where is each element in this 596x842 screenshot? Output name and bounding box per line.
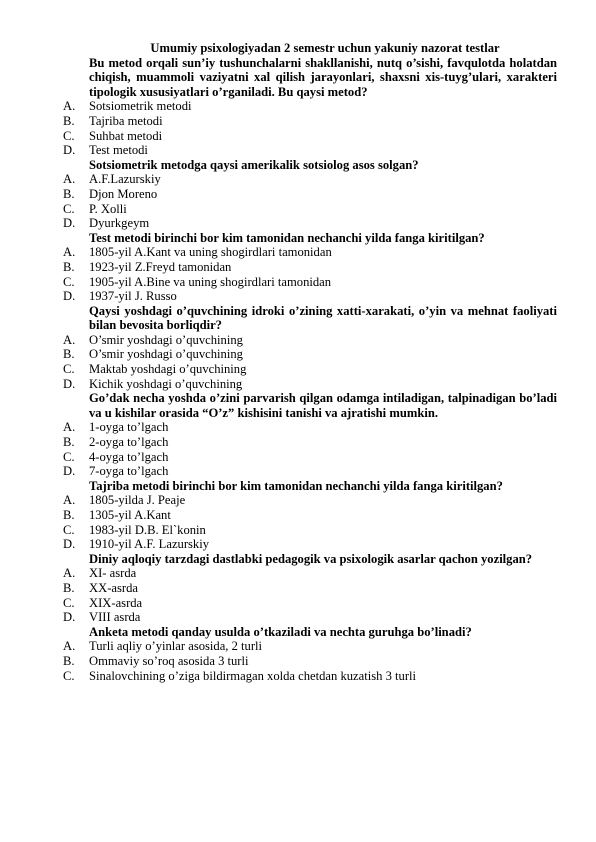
option-text: 7-oyga to’lgach <box>89 464 169 479</box>
option-letter: A. <box>63 566 76 581</box>
option-text: 1910-yil A.F. Lazurskiy <box>89 537 210 552</box>
answer-option <box>63 172 557 187</box>
option-text: Dyurkgeym <box>89 216 150 231</box>
answer-option <box>63 202 557 217</box>
option-letter: B. <box>63 435 75 450</box>
option-letter: D. <box>63 610 76 625</box>
option-text: XX-asrda <box>89 580 138 595</box>
test-document <box>63 41 557 683</box>
option-text: Turli aqliy o’yinlar asosida, 2 turli <box>89 639 263 654</box>
option-text: O’smir yoshdagi o’quvchining <box>89 332 243 347</box>
option-text: 1805-yilda J. Peaje <box>89 493 186 508</box>
answer-option <box>63 450 557 465</box>
question-block <box>63 479 557 552</box>
option-text: Sotsiometrik metodi <box>89 99 192 114</box>
option-text: Maktab yoshdagi o’quvchining <box>89 362 247 377</box>
option-letter: C. <box>63 274 75 289</box>
option-letter: C. <box>63 362 75 377</box>
option-letter: D. <box>63 537 76 552</box>
answer-option <box>63 464 557 479</box>
option-letter: C. <box>63 668 75 683</box>
answer-option <box>63 260 557 275</box>
option-letter: C. <box>63 128 75 143</box>
option-text: 4-oyga to’lgach <box>89 449 169 464</box>
answer-option <box>63 610 557 625</box>
option-letter: C. <box>63 201 75 216</box>
option-text: XI- asrda <box>89 566 137 581</box>
question-text: Test metodi birinchi bor kim tamonidan nechanchi yilda fanga kiritilgan? <box>89 230 485 245</box>
option-text: O’smir yoshdagi o’quvchining <box>89 347 243 362</box>
question-text: Diniy aqloqiy tarzdagi dastlabki pedagogik va psixologik asarlar qachon yozilgan? <box>89 551 533 566</box>
answer-option <box>63 493 557 508</box>
answer-option <box>63 420 557 435</box>
option-letter: B. <box>63 653 75 668</box>
answer-option <box>63 129 557 144</box>
option-letter: B. <box>63 347 75 362</box>
option-letter: B. <box>63 580 75 595</box>
document-title: Umumiy psixologiyadan 2 semestr uchun yakuniy nazorat testlar <box>150 41 500 55</box>
option-letter: A. <box>63 639 76 654</box>
answer-option <box>63 508 557 523</box>
option-text: A.F.Lazurskiy <box>89 172 161 187</box>
question-list <box>63 56 557 684</box>
option-text: Kichik yoshdagi o’quvchining <box>89 376 243 391</box>
option-letter: C. <box>63 595 75 610</box>
answer-option <box>63 333 557 348</box>
option-letter: A. <box>63 332 76 347</box>
option-letter: B. <box>63 113 75 128</box>
option-letter: A. <box>63 420 76 435</box>
answer-option <box>63 654 557 669</box>
answer-option <box>63 347 557 362</box>
option-letter: B. <box>63 186 75 201</box>
option-text: 1983-yil D.B. El`konin <box>89 522 206 537</box>
answer-option <box>63 537 557 552</box>
question-text: Go’dak necha yoshda o’zini parvarish qilgan odamga intiladigan, talpinadigan bo’ladi va u kishilar orasida “O’z” kishisini tanishi va ajratishi mumkin. <box>89 391 557 420</box>
option-text: 2-oyga to’lgach <box>89 435 169 450</box>
option-text: 1805-yil A.Kant va uning shogirdlari tamonidan <box>89 245 332 260</box>
question-text: Qaysi yoshdagi o’quvchining idroki o’zining xatti-xarakati, o’yin va mehnat faoliyati bilan bevosita borliqdir? <box>89 303 557 333</box>
answer-option <box>63 289 557 304</box>
option-letter: A. <box>63 493 76 508</box>
question-text: Tajriba metodi birinchi bor kim tamonidan nechanchi yilda fanga kiritilgan? <box>89 478 503 493</box>
answer-option <box>63 435 557 450</box>
option-letter: C. <box>63 449 75 464</box>
question-block <box>63 304 557 392</box>
answer-option <box>63 523 557 538</box>
option-text: VIII asrda <box>89 610 141 625</box>
question-block <box>63 552 557 625</box>
answer-option <box>63 639 557 654</box>
option-letter: D. <box>63 216 76 231</box>
option-letter: B. <box>63 259 75 274</box>
option-text: Ommaviy so’roq asosida 3 turli <box>89 653 249 668</box>
question-block <box>63 56 557 158</box>
option-text: XIX-asrda <box>89 595 143 610</box>
answer-option <box>63 275 557 290</box>
option-text: P. Xolli <box>89 201 127 216</box>
option-text: Tajriba metodi <box>89 113 163 128</box>
option-text: Sinalovchining o’ziga bildirmagan xolda chetdan kuzatish 3 turli <box>89 668 417 683</box>
option-letter: D. <box>63 143 76 158</box>
answer-option <box>63 114 557 129</box>
question-block <box>63 391 557 479</box>
answer-option <box>63 377 557 392</box>
answer-option <box>63 669 557 684</box>
answer-option <box>63 187 557 202</box>
option-letter: A. <box>63 99 76 114</box>
answer-option <box>63 581 557 596</box>
option-text: Test metodi <box>89 143 148 158</box>
option-text: Djon Moreno <box>89 186 158 201</box>
option-text: 1305-yil A.Kant <box>89 508 171 522</box>
question-block <box>63 625 557 683</box>
answer-option <box>63 216 557 231</box>
option-letter: A. <box>63 245 76 260</box>
option-text: 1923-yil Z.Freyd tamonidan <box>89 259 232 274</box>
option-text: 1937-yil J. Russo <box>89 289 177 304</box>
question-text: Sotsiometrik metodga qaysi amerikalik sotsiolog asos solgan? <box>89 157 419 172</box>
question-block <box>63 158 557 231</box>
option-text: 1-oyga to’lgach <box>89 420 169 435</box>
answer-option <box>63 143 557 158</box>
answer-option <box>63 99 557 114</box>
answer-option <box>63 245 557 260</box>
option-text: Suhbat metodi <box>89 128 163 143</box>
answer-option <box>63 566 557 581</box>
option-letter: B. <box>63 508 75 522</box>
question-text: Bu metod orqali sun’iy tushunchalarni shakllanishi, nutq o’sishi, favqulotda holatdan chiqish, muammoli vaziyatni xal qilish jarayonlari, shaxsni xis-tuyg’ulari, xarakteri tipologik xususiyatlari o’rganiladi. Bu qaysi metod? <box>89 55 557 99</box>
question-block <box>63 231 557 304</box>
option-letter: D. <box>63 289 76 304</box>
option-letter: A. <box>63 172 76 187</box>
option-letter: D. <box>63 464 76 479</box>
answer-option <box>63 362 557 377</box>
option-letter: C. <box>63 522 75 537</box>
option-text: 1905-yil A.Bine va uning shogirdlari tamonidan <box>89 274 332 289</box>
answer-option <box>63 596 557 611</box>
option-letter: D. <box>63 376 76 391</box>
question-text: Anketa metodi qanday usulda o’tkaziladi va nechta guruhga bo’linadi? <box>89 624 472 639</box>
